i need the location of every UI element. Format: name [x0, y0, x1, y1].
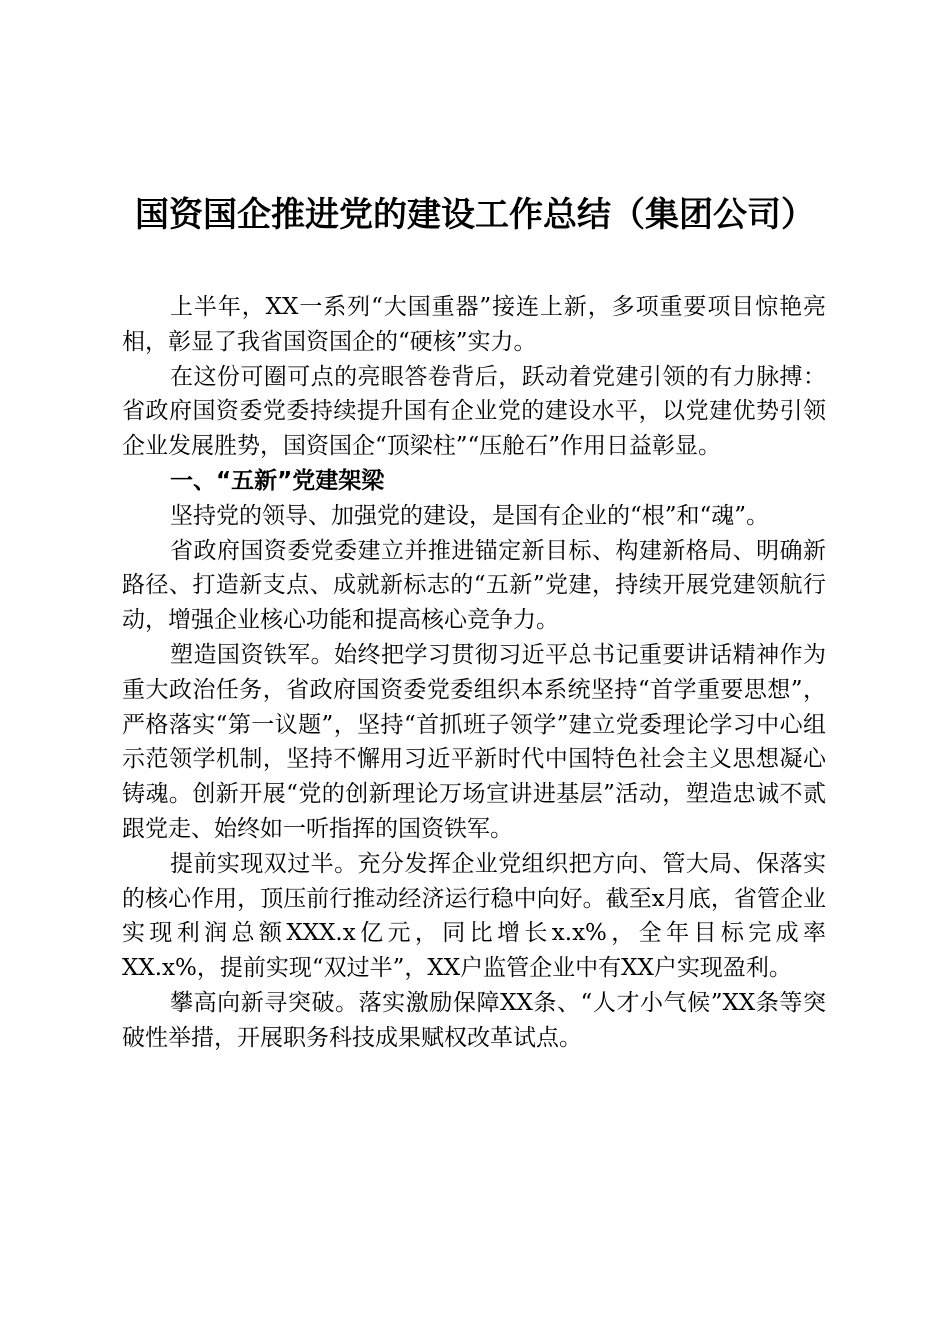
section-heading-1: 一、“五新”党建架梁	[170, 467, 385, 494]
paragraph-background: 在这份可圈可点的亮眼答卷背后，跃动着党建引领的有力脉搏：省政府国资委党委持续提升国有企业党的建设水平，以党建优势引领企业发展胜势，国资国企“顶梁柱”“压舱石”作用日益彰显。	[122, 363, 826, 460]
paragraph-party-leadership: 坚持党的领导、加强党的建设，是国有企业的“根”和“魂”。	[170, 502, 770, 529]
paragraph-double-half: 提前实现双过半。充分发挥企业党组织把方向、管大局、保落实的核心作用，顶压前行推动经济运行稳中向好。截至x月底，省管企业实现利润总额XXX.x亿元，同比增长x.x%，全年目标完成率XX.x%，提前实现“双过半”，XX户监管企业中有XX户实现盈利。	[122, 850, 826, 982]
paragraph-iron-army: 塑造国资铁军。始终把学习贯彻习近平总书记重要讲话精神作为重大政治任务，省政府国资委党委组织本系统坚持“首学重要思想”，严格落实“第一议题”，坚持“首抓班子领学”建立党委理论学习中心组示范领学机制，坚持不懈用习近平新时代中国特色社会主义思想凝心铸魂。创新开展“党的创新理论万场宣讲进基层”活动，塑造忠诚不贰跟党走、始终如一听指挥的国资铁军。	[122, 641, 826, 842]
document-body	[122, 290, 826, 1056]
paragraph-five-new: 省政府国资委党委建立并推进锚定新目标、构建新格局、明确新路径、打造新支点、成就新标志的“五新”党建，持续开展党建领航行动，增强企业核心功能和提高核心竞争力。	[122, 537, 826, 634]
paragraph-breakthrough: 攀高向新寻突破。落实激励保障XX条、“人才小气候”XX条等突破性举措，开展职务科技成果赋权改革试点。	[122, 989, 826, 1051]
paragraph-intro: 上半年，XX一系列“大国重器”接连上新，多项重要项目惊艳亮相，彰显了我省国资国企的“硬核”实力。	[122, 294, 826, 355]
document-title: 国资国企推进党的建设工作总结（集团公司）	[135, 194, 815, 235]
